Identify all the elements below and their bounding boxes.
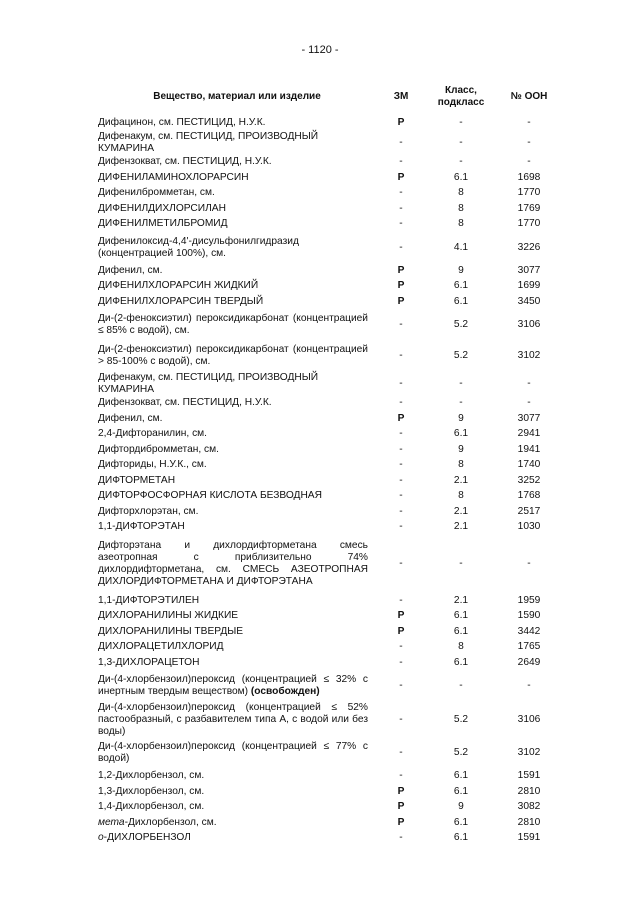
- hazard-class: 6.1: [453, 171, 469, 183]
- un-number: 3450: [517, 295, 541, 307]
- substance-name: [98, 473, 376, 489]
- hazard-class: 5.2: [453, 319, 469, 330]
- page-number: - 1120 -: [301, 44, 339, 56]
- substance-name-text: Дифенилоксид-4,4'-дисульфонилгидразид (концентрацией 100%), см.: [98, 235, 299, 259]
- table-row: [98, 800, 562, 816]
- substance-name: [98, 593, 376, 609]
- substance-name: [98, 800, 376, 816]
- table-row: [98, 609, 562, 625]
- zm-mark: -: [399, 241, 403, 253]
- substance-name: [98, 186, 376, 202]
- substance-name: [98, 442, 376, 458]
- hazard-class: 9: [458, 801, 464, 813]
- substance-name: [98, 396, 376, 412]
- substance-name-text: ДИФЕНИЛХЛОРАРСИН ТВЕРДЫЙ: [98, 295, 264, 307]
- substance-name: [98, 520, 376, 536]
- hazard-class: 8: [458, 641, 464, 653]
- substance-name-text: ДИФТОРФОСФОРНАЯ КИСЛОТА БЕЗВОДНАЯ: [98, 490, 322, 502]
- substance-name-text: Дифтордибромметан, см.: [98, 443, 219, 455]
- substance-name: [98, 624, 376, 640]
- un-number: 3077: [517, 412, 541, 424]
- table-row: [98, 396, 562, 412]
- substance-name-text: Дифторэтана и дихлордифторметана смесь азеотропная с приблизительно 74% дихлордифторметана, см. СМЕСЬ АЗЕОТРОПНАЯ ДИХЛОРДИФТОРМЕТАНА И ДИФТОРЭТАНА: [98, 540, 368, 587]
- un-number: 1941: [517, 443, 541, 455]
- un-number: 3252: [517, 474, 541, 486]
- hazard-class: 5.2: [453, 350, 469, 361]
- zm-mark: P: [397, 816, 405, 828]
- hazard-class: 6.1: [453, 610, 469, 622]
- substance-name-text: Дифториды, Н.У.К., см.: [98, 459, 207, 471]
- substance-name-text: Дифенакум, см. ПЕСТИЦИД, ПРОИЗВОДНЫЙ КУМАРИНА: [98, 371, 319, 395]
- hazard-class: 2.1: [453, 521, 469, 533]
- un-number: 2810: [517, 816, 541, 828]
- un-number: 1768: [517, 490, 541, 502]
- un-number: 1959: [517, 594, 541, 606]
- un-number: 1590: [517, 610, 541, 622]
- substance-name: [98, 815, 376, 831]
- table-row: [98, 294, 562, 310]
- un-number: 2941: [517, 428, 541, 440]
- substance-name-text: ДИФЕНИЛДИХЛОРСИЛАН: [98, 202, 226, 214]
- substance-name-text: 1,1-ДИФТОРЭТИЛЕН: [98, 594, 200, 606]
- un-number: 3442: [517, 625, 541, 637]
- zm-mark: -: [399, 490, 403, 502]
- substance-name: [98, 640, 376, 656]
- substance-name: [98, 341, 376, 372]
- substance-name: [98, 458, 376, 474]
- table-row: [98, 372, 562, 396]
- un-number: 1740: [517, 459, 541, 471]
- substance-name: [98, 784, 376, 800]
- substances-table: [98, 85, 562, 846]
- table-row: [98, 263, 562, 279]
- substance-name-text: Ди-(2-феноксиэтил) пероксидикарбонат (концентрацией ≤ 85% с водой), см.: [98, 313, 368, 336]
- substance-name: [98, 489, 376, 505]
- table-row: [98, 473, 562, 489]
- un-number: 1769: [517, 202, 541, 214]
- substance-name: [98, 655, 376, 671]
- substance-name-text: 2,4-Дифторанилин, см.: [98, 428, 208, 440]
- substance-name: [98, 831, 376, 847]
- un-number: -: [527, 397, 531, 409]
- table-row: [98, 769, 562, 785]
- hazard-class: -: [459, 136, 463, 148]
- substance-name-prefix: о: [98, 832, 104, 844]
- table-row: [98, 702, 562, 738]
- hazard-class: 6.1: [453, 295, 469, 307]
- table-row: [98, 131, 562, 155]
- hazard-class: -: [459, 377, 463, 389]
- substance-name: [98, 504, 376, 520]
- substance-name-note: (освобожден): [248, 686, 320, 697]
- substance-name: [98, 702, 376, 738]
- substance-name-text: Ди-(4-хлорбензоил)пероксид (концентрацией ≤ 77% с водой): [98, 741, 368, 764]
- un-number: 1770: [517, 218, 541, 230]
- hazard-class: 8: [458, 202, 464, 214]
- hazard-class: 2.1: [453, 505, 469, 517]
- substance-name: [98, 201, 376, 217]
- zm-mark: -: [399, 505, 403, 517]
- table-header-row: [98, 85, 562, 115]
- table-row: [98, 217, 562, 233]
- table-row: [98, 671, 562, 702]
- un-number: 1699: [517, 280, 541, 292]
- table-row: [98, 427, 562, 443]
- table-row: [98, 115, 562, 131]
- substance-name-text: ДИХЛОРАНИЛИНЫ ТВЕРДЫЕ: [98, 625, 244, 637]
- table-row: [98, 504, 562, 520]
- un-number: 3102: [517, 350, 541, 361]
- table-row: [98, 784, 562, 800]
- zm-mark: -: [399, 443, 403, 455]
- table-row: [98, 520, 562, 536]
- zm-mark: P: [397, 412, 405, 424]
- hazard-class: 9: [458, 412, 464, 424]
- substance-name-text: Дифторхлорэтан, см.: [98, 505, 199, 517]
- hazard-class: -: [459, 558, 463, 569]
- substance-name-text: 1,2-Дихлорбензол, см.: [98, 770, 205, 782]
- hazard-class: -: [459, 156, 463, 168]
- substance-name-text: Дифенакум, см. ПЕСТИЦИД, ПРОИЗВОДНЫЙ КУМАРИНА: [98, 130, 319, 154]
- substance-name-text: -Дихлорбензол, см.: [124, 816, 217, 828]
- substance-name: [98, 609, 376, 625]
- un-number: -: [527, 156, 531, 168]
- zm-mark: -: [399, 187, 403, 199]
- hazard-class: 9: [458, 443, 464, 455]
- un-number: 3102: [517, 747, 541, 758]
- un-number: -: [527, 136, 531, 148]
- substance-name-text: 1,4-Дихлорбензол, см.: [98, 801, 205, 813]
- substance-name: [98, 671, 376, 702]
- substance-name-text: Дифензокват, см. ПЕСТИЦИД, Н.У.К.: [98, 397, 272, 409]
- hazard-class: 5.2: [453, 747, 469, 758]
- un-number: -: [527, 116, 531, 128]
- zm-mark: -: [399, 202, 403, 214]
- substance-name-prefix: мета: [98, 816, 125, 828]
- zm-mark: -: [399, 319, 403, 330]
- substance-name: [98, 738, 376, 769]
- table-row: [98, 593, 562, 609]
- hazard-class: -: [459, 397, 463, 409]
- substance-name: [98, 769, 376, 785]
- substance-name: [98, 232, 376, 263]
- substance-name: [98, 294, 376, 310]
- substance-name-text: Дифацинон, см. ПЕСТИЦИД, Н.У.К.: [98, 116, 266, 128]
- table-row: [98, 442, 562, 458]
- hazard-class: 6.1: [453, 770, 469, 782]
- table-row: [98, 186, 562, 202]
- substance-name-text: 1,3-ДИХЛОРАЦЕТОН: [98, 656, 200, 668]
- substance-name-text: Ди-(4-хлорбензоил)пероксид (концентрацией ≤ 32% с инертным твердым веществом): [98, 674, 368, 697]
- table-row: [98, 310, 562, 341]
- zm-mark: -: [399, 713, 403, 725]
- zm-mark: P: [397, 116, 405, 128]
- substance-name: [98, 279, 376, 295]
- table-row: [98, 489, 562, 505]
- zm-mark: -: [399, 136, 403, 148]
- header-substance: Вещество, материал или изделие: [153, 91, 321, 102]
- substance-name-text: ДИХЛОРАЦЕТИЛХЛОРИД: [98, 641, 224, 653]
- hazard-class: 2.1: [453, 594, 469, 606]
- substance-name-text: Дифенил, см.: [98, 264, 163, 276]
- un-number: 3082: [517, 801, 541, 813]
- table-row: [98, 201, 562, 217]
- hazard-class: -: [459, 680, 463, 691]
- substance-name: [98, 115, 376, 131]
- hazard-class: 8: [458, 490, 464, 502]
- un-number: 2517: [517, 505, 541, 517]
- substance-name: [98, 310, 376, 341]
- substance-name: [98, 427, 376, 443]
- table-body: [98, 115, 562, 846]
- zm-mark: -: [399, 641, 403, 653]
- hazard-class: 8: [458, 218, 464, 230]
- zm-mark: -: [399, 558, 403, 569]
- substance-name-text: Дифенилбромметан, см.: [98, 187, 215, 199]
- substance-name-text: Дифенил, см.: [98, 412, 163, 424]
- zm-mark: P: [397, 280, 405, 292]
- hazard-class: 6.1: [453, 625, 469, 637]
- table-row: [98, 624, 562, 640]
- table-row: [98, 535, 562, 593]
- hazard-class: 8: [458, 459, 464, 471]
- substance-name-text: -ДИХЛОРБЕНЗОЛ: [103, 832, 191, 844]
- zm-mark: -: [399, 350, 403, 361]
- zm-mark: -: [399, 832, 403, 844]
- substance-name-text: ДИФЕНИЛХЛОРАРСИН ЖИДКИЙ: [98, 280, 259, 292]
- un-number: 3106: [517, 319, 541, 330]
- un-number: 1591: [517, 832, 541, 844]
- header-zm: ЗМ: [393, 91, 409, 102]
- zm-mark: -: [399, 377, 403, 389]
- un-number: 1591: [517, 770, 541, 782]
- un-number: 3077: [517, 264, 541, 276]
- hazard-class: 6.1: [453, 428, 469, 440]
- substance-name-text: Ди-(4-хлорбензоил)пероксид (концентрацией ≤ 52% пастообразный, с разбавителем типа А, с водой или без воды): [98, 701, 368, 737]
- table-row: [98, 815, 562, 831]
- zm-mark: -: [399, 474, 403, 486]
- zm-mark: P: [397, 264, 405, 276]
- hazard-class: 6.1: [453, 832, 469, 844]
- hazard-class: 8: [458, 187, 464, 199]
- substance-name: [98, 217, 376, 233]
- substance-name: [98, 131, 376, 155]
- zm-mark: -: [399, 747, 403, 758]
- un-number: 3226: [517, 241, 541, 253]
- substance-name-text: ДИФЕНИЛМЕТИЛБРОМИД: [98, 218, 228, 230]
- un-number: 2649: [517, 656, 541, 668]
- zm-mark: P: [397, 295, 405, 307]
- un-number: 1765: [517, 641, 541, 653]
- substance-name: [98, 372, 376, 396]
- substance-name-text: Ди-(2-феноксиэтил) пероксидикарбонат (концентрацией > 85-100% с водой), см.: [98, 344, 368, 367]
- table-row: [98, 170, 562, 186]
- substance-name-text: 1,1-ДИФТОРЭТАН: [98, 521, 185, 533]
- substance-name: [98, 535, 376, 593]
- substance-name-text: 1,3-Дихлорбензол, см.: [98, 785, 205, 797]
- zm-mark: -: [399, 656, 403, 668]
- substance-name-text: Дифензокват, см. ПЕСТИЦИД, Н.У.К.: [98, 156, 272, 168]
- zm-mark: P: [397, 171, 405, 183]
- zm-mark: P: [397, 785, 405, 797]
- hazard-class: 5.2: [453, 713, 469, 725]
- un-number: -: [527, 680, 531, 691]
- un-number: 1770: [517, 187, 541, 199]
- un-number: 1698: [517, 171, 541, 183]
- substance-name-text: ДИФТОРМЕТАН: [98, 474, 176, 486]
- substance-name: [98, 170, 376, 186]
- substance-name-text: ДИФЕНИЛАМИНОХЛОРАРСИН: [98, 171, 249, 183]
- zm-mark: -: [399, 594, 403, 606]
- substance-name-text: ДИХЛОРАНИЛИНЫ ЖИДКИЕ: [98, 610, 239, 622]
- un-number: 3106: [517, 713, 541, 725]
- zm-mark: P: [397, 610, 405, 622]
- zm-mark: -: [399, 218, 403, 230]
- table-row: [98, 279, 562, 295]
- hazard-class: 6.1: [453, 656, 469, 668]
- table-row: [98, 640, 562, 656]
- zm-mark: -: [399, 428, 403, 440]
- un-number: 1030: [517, 521, 541, 533]
- zm-mark: -: [399, 459, 403, 471]
- zm-mark: P: [397, 625, 405, 637]
- un-number: 2810: [517, 785, 541, 797]
- header-un-number: № ООН: [510, 91, 548, 102]
- table-row: [98, 232, 562, 263]
- substance-name: [98, 263, 376, 279]
- table-row: [98, 458, 562, 474]
- hazard-class: -: [459, 116, 463, 128]
- zm-mark: -: [399, 680, 403, 691]
- hazard-class: 4.1: [453, 241, 469, 253]
- hazard-class: 6.1: [453, 816, 469, 828]
- table-row: [98, 341, 562, 372]
- hazard-class: 9: [458, 264, 464, 276]
- table-row: [98, 655, 562, 671]
- table-row: [98, 155, 562, 171]
- header-class-text: Класс, подкласс: [437, 85, 485, 108]
- hazard-class: 6.1: [453, 785, 469, 797]
- zm-mark: -: [399, 521, 403, 533]
- table-row: [98, 411, 562, 427]
- table-row: [98, 738, 562, 769]
- zm-mark: -: [399, 397, 403, 409]
- hazard-class: 6.1: [453, 280, 469, 292]
- zm-mark: -: [399, 770, 403, 782]
- zm-mark: P: [397, 801, 405, 813]
- un-number: -: [527, 377, 531, 389]
- substance-name: [98, 155, 376, 171]
- header-class: [426, 85, 496, 115]
- substance-name: [98, 411, 376, 427]
- zm-mark: -: [399, 156, 403, 168]
- table-row: [98, 831, 562, 847]
- hazard-class: 2.1: [453, 474, 469, 486]
- un-number: -: [527, 558, 531, 569]
